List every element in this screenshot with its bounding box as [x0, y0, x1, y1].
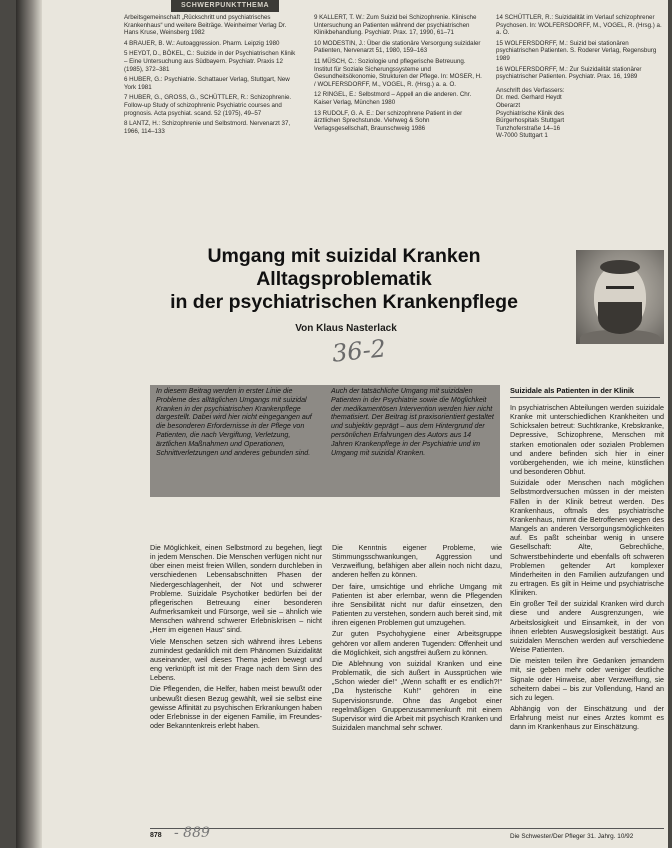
- handwritten-note: 36-2: [330, 334, 388, 368]
- address-line: Psychiatrische Klinik des: [496, 109, 565, 117]
- address-line: Dr. med. Gerhard Heydt: [496, 94, 562, 102]
- paragraph: Die Möglichkeit, einen Selbstmord zu begehen, liegt in jedem Menschen. Die Menschen verfügen nicht nur über einen meist freien Willen, sondern durchleben in verschiedenen Lebensabschnitten Phasen der Niedergeschlagenheit, der Not und schwerer Probleme. Suizidale Psychotiker bedürfen bei der pflegerischen Betreuung einer besonderen Aufmerksamkeit und Fürsorge, weil sie – ähnlich wie Menschen während schwerer Erlebniskrisen – nicht „Herr im eigenen Haus“ sind.: [150, 543, 322, 635]
- address-line: Bürgerhospitals Stuttgart: [496, 117, 565, 125]
- reference-item: 6 HUBER, G.: Psychiatrie. Schattauer Verlag, Stuttgart, New York 1981: [124, 76, 290, 91]
- body-column-1: [150, 543, 322, 732]
- article-title: [124, 245, 564, 314]
- paragraph: Zur guten Psychohygiene einer Arbeitsgruppe gehören vor allem anderen Tugenden: Offenheit und die Möglichkeit, sich angstfrei äußern zu können.: [332, 629, 502, 657]
- reference-item: 7 HUBER, G., GROSS, G., SCHÜTTLER, R.: Schizophrenie. Follow-up Study of schizophrenic Psychiatric courses and prognosis. Acta psychiat. scand. 52 (1975), 49–57: [124, 94, 292, 117]
- title-line: in der psychiatrischen Krankenpflege: [170, 291, 518, 313]
- reference-item: 10 MODESTIN, J.: Über die stationäre Versorgung suizidaler Patienten, Nervenarzt 51, 1980, 159–163: [314, 39, 481, 55]
- paragraph: Die Pflegenden, die Helfer, haben meist bewußt oder unbewußt diesen Bezug gewählt, weil sie selbst eine gewisse Affinität zu psychischen Erkrankungen haben oder Erlebnisse in der eigenen Familie, im Freundes- oder Bekanntenkreis erlebt haben.: [150, 684, 322, 730]
- reference-item: 15 WOLFERSDORFF, M.: Suizid bei stationären psychiatrischen Patienten. S. Roderer Verlag, Regensburg 1989: [496, 39, 657, 62]
- paragraph: Abhängig von der Einschätzung und der Erfahrung meist nur eines Arztes kommt es dann im Krankenhaus zur Einschätzung.: [510, 704, 664, 732]
- reference-item: 12 RINGEL, E.: Selbstmord – Appell an die anderen. Chr. Kaiser Verlag, München 1980: [314, 91, 472, 106]
- reference-item: 5 HEYDT, D., BÖKEL, C.: Suizide in der Psychiatrischen Klinik – Eine Untersuchung aus Südbayern. Psychiatr. Praxis 12 (1985), 372–381: [124, 50, 296, 73]
- binding-gutter: [16, 0, 42, 848]
- address-line: Anschrift des Verfassers:: [496, 86, 565, 94]
- reference-item: 14 SCHÜTTLER, R.: Suizidalität im Verlauf schizophrener Psychosen. In: WOLFERSDORFF, M., VOGEL, R. (Hrsg.) a. a. O.: [496, 14, 662, 37]
- journal-footer: Die Schwester/Der Pfleger 31. Jahrg. 10/92: [510, 833, 634, 840]
- body-column-3: [510, 403, 664, 733]
- paragraph: Die Kenntnis eigener Probleme, wie Stimmungsschwankungen, Aggression und Verzweiflung, befähigen aber allein noch nicht dazu, anderen helfen zu können.: [332, 543, 502, 580]
- reference-item: 16 WOLFERSDORFF, M.: Zur Suizidalität stationärer psychiatrischer Patienten. Psychiatr. Prax. 16, 1989: [496, 65, 642, 81]
- references-column-1: [124, 14, 296, 138]
- author-address: [496, 87, 664, 140]
- reference-item: 9 KALLERT, T. W.: Zum Suizid bei Schizophrenie. Klinische Untersuchung an Patienten während der psychiatrischen Klinikbehandlung. Psychiatr. Prax. 17, 1990, 61–71: [314, 14, 477, 37]
- magazine-page: [16, 0, 668, 848]
- paragraph: In psychiatrischen Abteilungen werden suizidale Kranke mit unterschiedlichen Krankheiten und Schicksalen betreut: Suchtkranke, Krebskranke, Depressive, Schizophrene, Menschen mit starken emotionalen oder sozialen Problemen und andere befinden sich hier in einer vorübergehenden, wie ich meine, künstlichen und besonderen Obhut.: [510, 403, 664, 477]
- paragraph: Ein großer Teil der suizidal Kranken wird durch diese und andere Ausgrenzungen, wie Arbeitslosigkeit und Einsamkeit, in der von ihnen erlebten Auswegslosigkeit bestätigt. Aus suizidalen Menschen werden auf verschiedene Weise Patienten.: [510, 599, 664, 655]
- title-line: Umgang mit suizidal Kranken: [207, 245, 481, 267]
- title-line: Alltagsproblematik: [256, 268, 432, 290]
- address-line: Oberarzt: [496, 101, 521, 109]
- address-line: W-7000 Stuttgart 1: [496, 132, 548, 140]
- abstract-column-2: Auch der tatsächliche Umgang mit suizidalen Patienten in der Psychiatrie sowie die Möglichkeit der medikamentösen Intervention werden hier nicht thematisiert. Der Beitrag ist praxisorientiert gestaltet und subjektiv geprägt – aus dem Hintergrund der persönlichen Erfahrungen des Autors aus 14 Jahren Krankenpflege in der Psychiatrie und im Umgang mit suizidal Kranken.: [331, 387, 494, 457]
- author-photo: [576, 250, 664, 344]
- abstract-column-1: In diesem Beitrag werden in erster Linie die Probleme des alltäglichen Umgangs mit suizidal Kranken in der psychiatrischen Krankenpflege dargestellt. Dabei wird hier nicht eingegangen auf die besonderen Erfordernisse in der Pflege von Patienten, die nach Vergiftung, Verletzung, ärztlichen Maßnahmen und Operationen, Schnittverletzungen und anderes gebunden sind.: [156, 387, 312, 457]
- handwritten-page-number: - 889: [174, 825, 210, 841]
- body-column-2: [332, 543, 502, 734]
- reference-item: 4 BRAUER, B. W.: Autoaggression. Pharm. Leipzig 1980: [124, 39, 280, 47]
- references-column-2: [314, 14, 484, 135]
- paragraph: Der faire, umsichtige und ehrliche Umgang mit Patienten ist aber erlernbar, wenn die Pflegenden ihre Sensibilität nicht nur dafür einsetzen, den Patienten zu verstehen, sondern auch bereit sind, mit ihren eigenen Problemen gut umzugehen.: [332, 581, 502, 628]
- paragraph: Suizidale oder Menschen nach möglichen Selbstmordversuchen müssen in der meisten Fällen in der Klinik betreut werden. Des Krankenhaus, oftmals des psychiatrische Krankenhaus, nimmt die Betroffenen wegen des Mangels an anderen Versorgungsmöglichkeiten auf. Es paßt scheinbar wenig in unsere Gesellschaft: Alte, Gebrechliche, Schwerstbehinderte und ebenfalls oft schweren Problemen geltender Art komplexer Minderheiten in den Familien aufzufangen und zu ertragen. Es gilt in Heime und psychiatrische Kliniken.: [510, 478, 664, 598]
- address-line: Tunzhoferstraße 14–16: [496, 124, 561, 132]
- footer-rule: [150, 828, 664, 829]
- abstract-box: [150, 385, 500, 497]
- reference-item: 11 MÜSCH, C.: Soziologie und pflegerische Betreuung. Institut für Soziale Sicherungssysteme und Gesundheitsökonomie, Strukturen der Pflege. In: MOSER, H. / WOLFERSDORFF, M., VOGEL, R. (Hrsg.) a. a. O.: [314, 57, 482, 88]
- reference-item: Arbeitsgemeinschaft „Rückschritt und psychiatrisches Krankenhaus“ und weitere Beiträge. Weinheimer Verlag Dr. Hans Kruse, Weinsberg 1982: [124, 14, 287, 37]
- references-column-3: [496, 14, 664, 140]
- section-tab: SCHWERPUNKTTHEMA: [171, 0, 279, 12]
- article-author: Von Klaus Nasterlack: [295, 323, 397, 334]
- paragraph: Viele Menschen setzen sich während ihres Lebens zumindest gedanklich mit dem Phänomen Suizidalität auseinander, weil dieses Thema jeden bewegt und eng verknüpft ist mit der Frage nach dem Sinn des Lebens.: [150, 636, 322, 683]
- reference-item: 8 LANTZ, H.: Schizophrenie und Selbstmord. Nervenarzt 37, 1966, 114–133: [124, 120, 291, 135]
- reference-item: 13 RUDOLF, G. A. E.: Der schizophrene Patient in der ärztlichen Sprechstunde. Viehweg & Sohn Verlagsgesellschaft, Braunschweig 1986: [314, 109, 463, 132]
- paragraph: Die meisten teilen ihre Gedanken jemandem mit, sie geben mehr oder weniger deutliche Signale oder Hinweise, aber Verzweiflung, sie scheitern dabei – bis zur Vollendung, Hand an sich zu legen.: [510, 656, 664, 702]
- section-heading: Suizidale als Patienten in der Klinik: [510, 386, 660, 398]
- page-number: 878: [150, 832, 162, 839]
- paragraph: Die Ablehnung von suizidal Kranken und eine Problematik, die sich äußert in Aussprüchen wie „Schon wieder die!“ „Wenn schafft er es endlich?!“ „Da hysterische Kuh!“ gehören in eine Supervisionsrunde. Ohne das Angebot einer regelmäßigen Gruppenzusammenkunft mit einem Supervisor wird die Arbeit mit psychisch Kranken und Suizidalen manchmal sehr schwer.: [332, 658, 502, 732]
